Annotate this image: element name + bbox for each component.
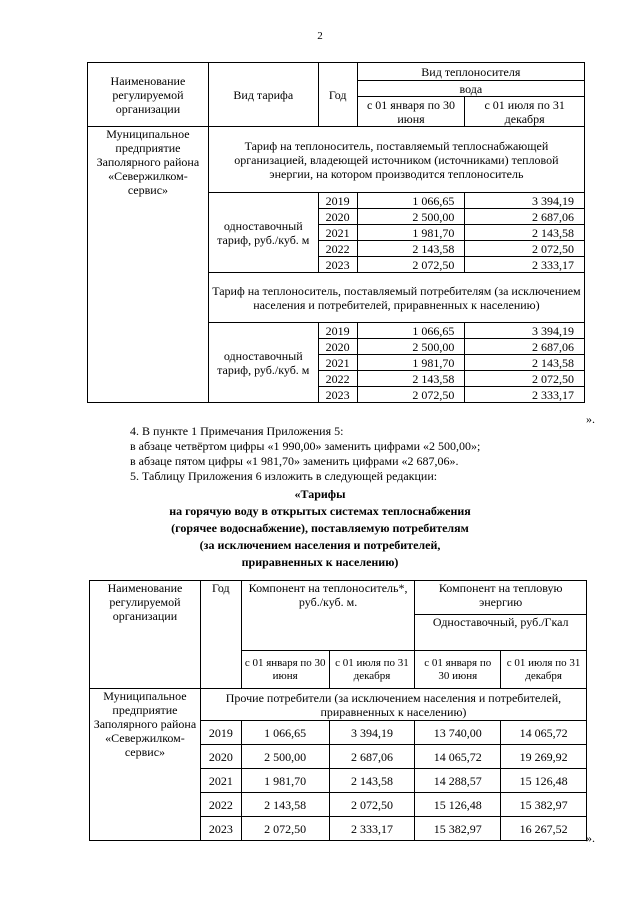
value-cell: 2 143,58 xyxy=(357,371,465,387)
value-cell: 2 072,50 xyxy=(357,257,465,273)
tariff-label-2: одноставочный тариф, руб./куб. м xyxy=(208,323,318,403)
year-cell: 2019 xyxy=(318,193,357,209)
value-cell: 1 066,65 xyxy=(357,193,465,209)
value-cell: 14 288,57 xyxy=(415,769,501,793)
value-cell: 2 687,06 xyxy=(465,209,585,225)
value-cell: 2 072,50 xyxy=(465,241,585,257)
year-cell: 2020 xyxy=(318,209,357,225)
header-one-rate: Одноставочный, руб./Гкал xyxy=(415,615,587,651)
title-line-4: (за исключением населения и потребителей, xyxy=(199,538,441,552)
year-cell: 2020 xyxy=(200,745,241,769)
value-cell: 1 981,70 xyxy=(357,225,465,241)
title-line-3: (горячее водоснабжение), поставляемую потребителям xyxy=(171,521,469,535)
value-cell: 2 333,17 xyxy=(329,817,415,841)
header-year: Год xyxy=(318,63,357,127)
paragraph-4-line-2: в абзаце пятом цифры «1 981,70» заменить цифрами «2 687,06». xyxy=(130,454,459,468)
value-cell: 1 981,70 xyxy=(357,355,465,371)
value-cell: 19 269,92 xyxy=(501,745,587,769)
year-cell: 2021 xyxy=(318,225,357,241)
header-org: Наименование регулируемой организации xyxy=(90,581,201,689)
value-cell: 15 382,97 xyxy=(501,793,587,817)
value-cell: 3 394,19 xyxy=(329,721,415,745)
value-cell: 2 500,00 xyxy=(357,209,465,225)
year-cell: 2019 xyxy=(200,721,241,745)
value-cell: 15 126,48 xyxy=(415,793,501,817)
value-cell: 2 333,17 xyxy=(465,387,585,403)
value-cell: 16 267,52 xyxy=(501,817,587,841)
header-period-4: с 01 июля по 31 декабря xyxy=(501,651,587,689)
value-cell: 2 143,58 xyxy=(357,241,465,257)
header-year: Год xyxy=(200,581,241,689)
header-water: вода xyxy=(357,81,584,97)
year-cell: 2021 xyxy=(200,769,241,793)
value-cell: 3 394,19 xyxy=(465,323,585,339)
section-title: Прочие потребители (за исключением населения и потребителей, приравненных к населению) xyxy=(200,689,586,721)
year-cell: 2023 xyxy=(200,817,241,841)
section1-title: Тариф на теплоноситель, поставляемый теплоснабжающей организацией, владеющей источником (источниками) тепловой энергии, на котором производится теплоноситель xyxy=(208,127,584,193)
header-period-1: с 01 января по 30 июня xyxy=(357,97,465,127)
paragraph-4: 4. В пункте 1 Примечания Приложения 5: xyxy=(130,424,344,438)
org-name: Муниципальное предприятие Заполярного района «Севержилком-сервис» xyxy=(90,689,201,841)
year-cell: 2021 xyxy=(318,355,357,371)
value-cell: 2 072,50 xyxy=(241,817,329,841)
header-comp-energy: Компонент на тепловую энергию xyxy=(415,581,587,615)
paragraph-5: 5. Таблицу Приложения 6 изложить в следующей редакции: xyxy=(130,469,438,483)
tariff-table-hot-water xyxy=(89,580,587,841)
value-cell: 2 500,00 xyxy=(357,339,465,355)
header-org: Наименование регулируемой организации xyxy=(88,63,209,127)
value-cell: 13 740,00 xyxy=(415,721,501,745)
title-line-1: «Тарифы xyxy=(294,487,346,501)
header-carrier: Вид теплоносителя xyxy=(357,63,584,81)
value-cell: 1 066,65 xyxy=(241,721,329,745)
header-period-3: с 01 января по 30 июня xyxy=(415,651,501,689)
value-cell: 2 687,06 xyxy=(329,745,415,769)
year-cell: 2023 xyxy=(318,387,357,403)
tariff-label-1: одноставочный тариф, руб./куб. м xyxy=(208,193,318,273)
section2-title: Тариф на теплоноситель, поставляемый потребителям (за исключением населения и потребителей, приравненных к населению) xyxy=(208,273,584,323)
header-period-2: с 01 июля по 31 декабря xyxy=(465,97,585,127)
value-cell: 2 687,06 xyxy=(465,339,585,355)
header-comp-carrier: Компонент на теплоноситель*, руб./куб. м. xyxy=(241,581,415,651)
year-cell: 2022 xyxy=(318,241,357,257)
value-cell: 2 143,58 xyxy=(465,225,585,241)
value-cell: 14 065,72 xyxy=(415,745,501,769)
title-line-2: на горячую воду в открытых системах теплоснабжения xyxy=(169,504,471,518)
value-cell: 1 066,65 xyxy=(357,323,465,339)
header-period-1: с 01 января по 30 июня xyxy=(241,651,329,689)
value-cell: 2 072,50 xyxy=(465,371,585,387)
closing-quote-1: ». xyxy=(586,412,595,426)
value-cell: 2 072,50 xyxy=(357,387,465,403)
header-tariff-type: Вид тарифа xyxy=(208,63,318,127)
tariff-table-water xyxy=(87,62,585,403)
year-cell: 2020 xyxy=(318,339,357,355)
header-period-2: с 01 июля по 31 декабря xyxy=(329,651,415,689)
year-cell: 2022 xyxy=(318,371,357,387)
paragraph-4-line-1: в абзаце четвёртом цифры «1 990,00» заменить цифрами «2 500,00»; xyxy=(130,439,481,453)
title-line-5: приравненных к населению) xyxy=(241,555,399,569)
year-cell: 2023 xyxy=(318,257,357,273)
value-cell: 2 143,58 xyxy=(241,793,329,817)
org-name: Муниципальное предприятие Заполярного района «Севержилком-сервис» xyxy=(88,127,209,403)
value-cell: 2 143,58 xyxy=(465,355,585,371)
value-cell: 2 072,50 xyxy=(329,793,415,817)
value-cell: 2 333,17 xyxy=(465,257,585,273)
value-cell: 1 981,70 xyxy=(241,769,329,793)
value-cell: 2 143,58 xyxy=(329,769,415,793)
value-cell: 15 126,48 xyxy=(501,769,587,793)
value-cell: 14 065,72 xyxy=(501,721,587,745)
value-cell: 3 394,19 xyxy=(465,193,585,209)
year-cell: 2019 xyxy=(318,323,357,339)
value-cell: 2 500,00 xyxy=(241,745,329,769)
page-number: 2 xyxy=(317,30,323,42)
year-cell: 2022 xyxy=(200,793,241,817)
closing-quote-2: ». xyxy=(586,831,595,845)
value-cell: 15 382,97 xyxy=(415,817,501,841)
